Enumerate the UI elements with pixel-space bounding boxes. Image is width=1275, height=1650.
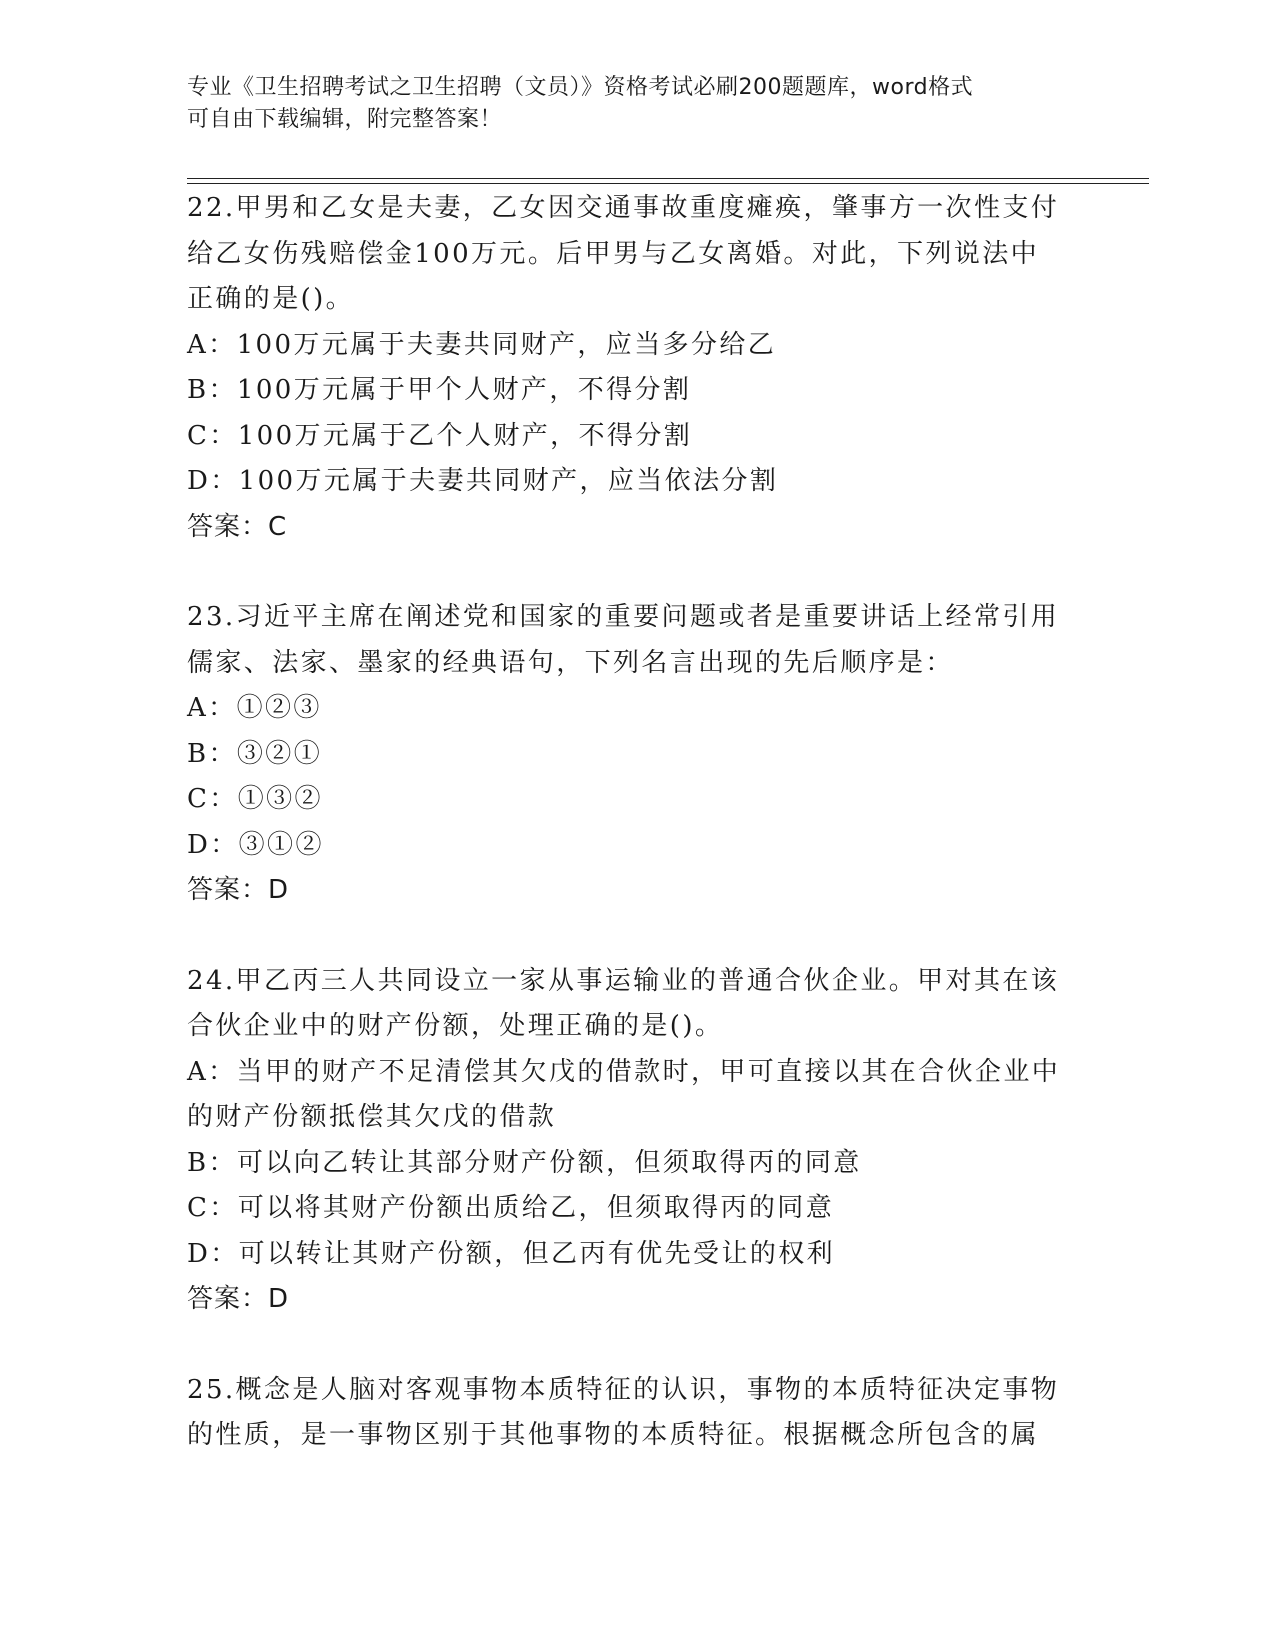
question-text-line: 正确的是()。 <box>187 284 355 314</box>
option-c: C：①③② <box>187 784 323 814</box>
option-a-continued: 的财产份额抵偿其欠戊的借款 <box>187 1102 557 1132</box>
question-list <box>187 186 1087 1504</box>
answer-line: 答案：C <box>187 511 288 542</box>
question-text-line: 给乙女伤残赔偿金100万元。后甲男与乙女离婚。对此，下列说法中 <box>187 238 1040 269</box>
option-b: B：100万元属于甲个人财产，不得分割 <box>187 375 692 405</box>
option-c: C：100万元属于乙个人财产，不得分割 <box>187 420 693 451</box>
question-text-line: 22.甲男和乙女是夫妻，乙女因交通事故重度瘫痪，肇事方一次性支付 <box>187 193 1060 223</box>
header-line-2: 可自由下载编辑，附完整答案！ <box>187 107 503 132</box>
option-d: D：100万元属于夫妻共同财产，应当依法分割 <box>187 466 779 496</box>
question-text-line: 23.习近平主席在阐述党和国家的重要问题或者是重要讲话上经常引用 <box>187 602 1060 632</box>
option-d: D：③①② <box>187 829 324 860</box>
header-divider-top <box>187 178 1149 179</box>
question-text-line: 的性质，是一事物区别于其他事物的本质特征。根据概念所包含的属 <box>187 1420 1040 1450</box>
question-25 <box>187 1368 1087 1459</box>
header-divider-bottom <box>187 183 1149 184</box>
answer-line: 答案：D <box>187 875 290 905</box>
question-23 <box>187 595 1087 914</box>
option-d: D：可以转让其财产份额，但乙丙有优先受让的权利 <box>187 1238 836 1269</box>
option-a: A：当甲的财产不足清偿其欠戊的借款时，甲可直接以其在合伙企业中 <box>187 1056 1061 1087</box>
question-text-line: 儒家、法家、墨家的经典语句，下列名言出现的先后顺序是： <box>187 647 954 678</box>
question-text-line: 合伙企业中的财产份额，处理正确的是()。 <box>187 1011 724 1041</box>
answer-line: 答案：D <box>187 1284 290 1314</box>
option-a: A：100万元属于夫妻共同财产，应当多分给乙 <box>187 329 777 360</box>
question-text-line: 25.概念是人脑对客观事物本质特征的认识，事物的本质特征决定事物 <box>187 1374 1060 1405</box>
option-a: A：①②③ <box>187 693 322 723</box>
question-22 <box>187 186 1087 550</box>
question-24 <box>187 959 1087 1323</box>
document-header <box>187 72 1067 136</box>
option-b: B：③②① <box>187 738 323 769</box>
header-line-1: 专业《卫生招聘考试之卫生招聘（文员）》资格考试必刷200题题库，word格式 <box>187 75 974 100</box>
option-b: B：可以向乙转让其部分财产份额，但须取得丙的同意 <box>187 1147 862 1178</box>
question-text-line: 24.甲乙丙三人共同设立一家从事运输业的普通合伙企业。甲对其在该 <box>187 965 1060 996</box>
option-c: C：可以将其财产份额出质给乙，但须取得丙的同意 <box>187 1193 835 1223</box>
